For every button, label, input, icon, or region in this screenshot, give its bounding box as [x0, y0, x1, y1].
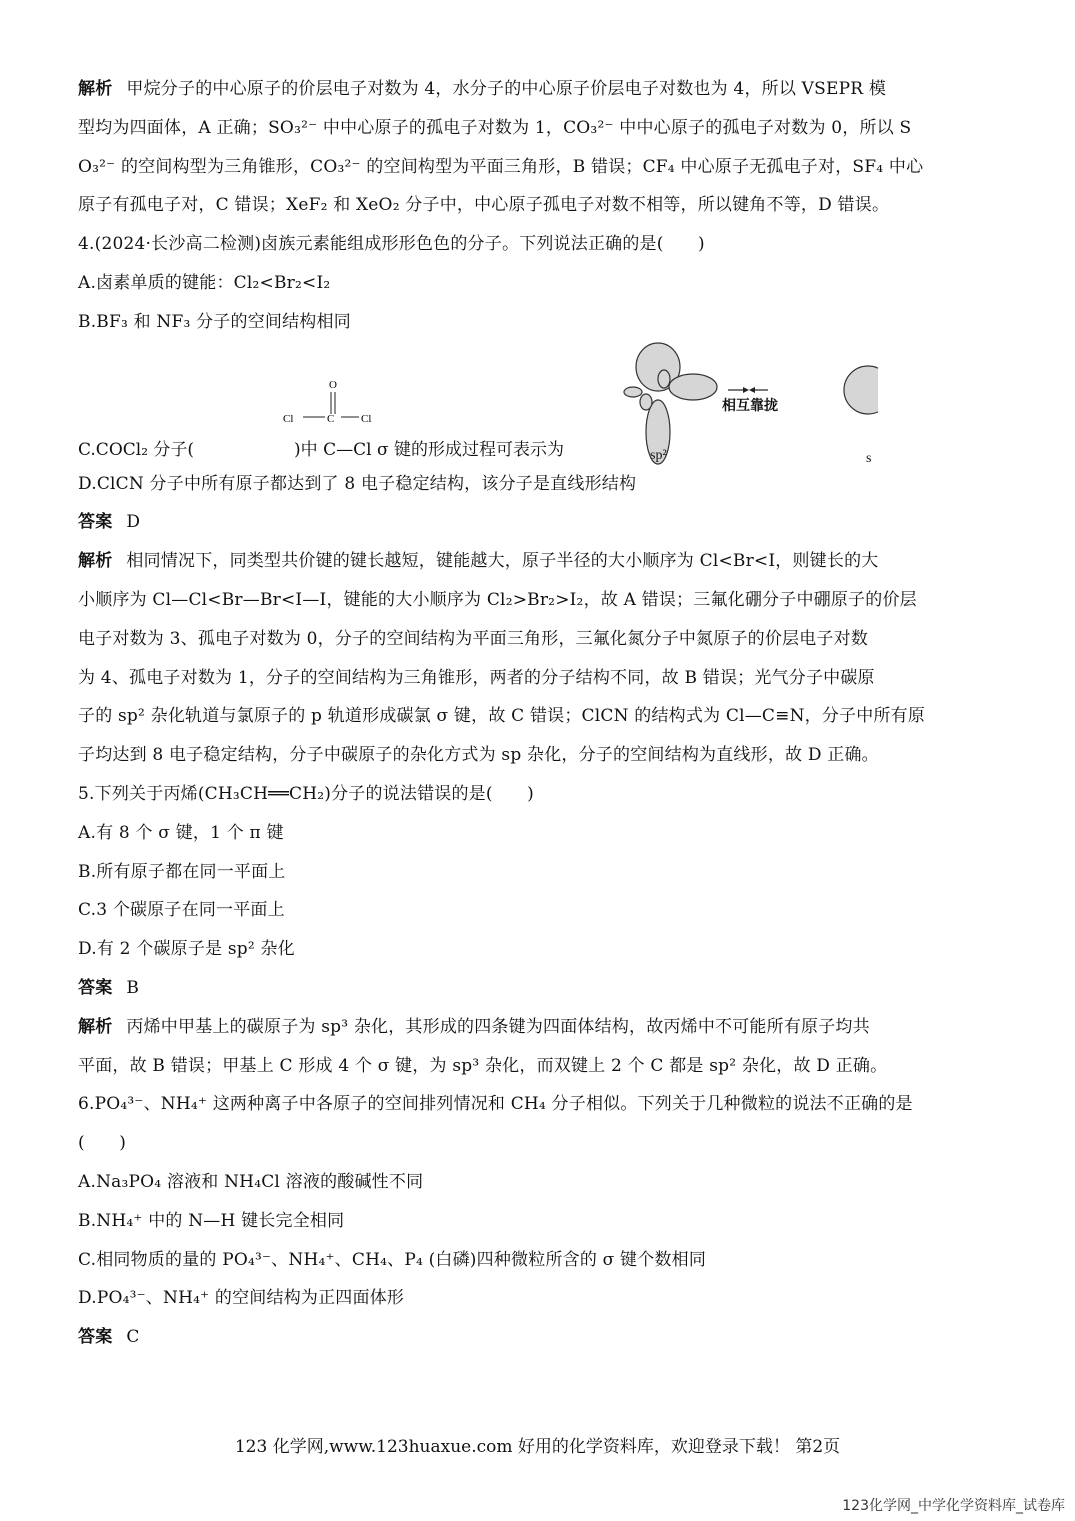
line-text: B.所有原子都在同一平面上 — [78, 861, 286, 882]
line-text: 子的 sp² 杂化轨道与氯原子的 p 轨道形成碳氯 σ 键，故 C 错误；ClCN 的结构式为 Cl—C≡N，分子中所有原 — [78, 706, 926, 727]
text-line — [78, 148, 998, 187]
line-text: C.相同物质的量的 PO₄³⁻、NH₄⁺、CH₄、P₄ (白磷)四种微粒所含的 σ 键个数相同 — [78, 1249, 707, 1270]
text-line — [78, 736, 998, 775]
orbital-caption: 相互靠拢 — [722, 397, 778, 414]
line-text: B.BF₃ 和 NF₃ 分子的空间结构相同 — [78, 311, 351, 332]
text-line — [78, 465, 998, 504]
mol-cl-left: Cl — [283, 412, 294, 425]
section-label: 解析 — [78, 79, 113, 99]
cocl2-structure-diagram — [283, 370, 383, 440]
line-text: A.Na₃PO₄ 溶液和 NH₄Cl 溶液的酸碱性不同 — [78, 1171, 424, 1192]
line-text: 4.(2024·长沙高二检测)卤族元素能组成形形色色的分子。下列说法正确的是( ) — [78, 234, 705, 255]
line-text: 子均达到 8 电子稳定结构，分子中碳原子的杂化方式为 sp 杂化，分子的空间结构为直线形，故 D 正确。 — [78, 745, 879, 766]
text-line — [78, 542, 998, 581]
page-footer: 123 化学网,www.123huaxue.com 好用的化学资料库，欢迎登录下载！ 第2页 — [234, 1437, 841, 1457]
text-block-1 — [78, 70, 998, 342]
text-line — [78, 1085, 998, 1124]
text-line — [78, 969, 998, 1008]
line-text: 6.PO₄³⁻、NH₄⁺ 这两种离子中各原子的空间排列情况和 CH₄ 分子相似。下列关于几种微粒的说法不正确的是 — [78, 1094, 913, 1115]
line-text: C — [126, 1327, 140, 1348]
line-text: 丙烯中甲基上的碳原子为 sp³ 杂化，其形成的四条键为四面体结构，故丙烯中不可能所有原子均共 — [126, 1016, 870, 1037]
text-line — [78, 814, 998, 853]
option-c-row — [78, 342, 998, 465]
line-text: 小顺序为 Cl—Cl<Br—Br<I—I，键能的大小顺序为 Cl₂>Br₂>I₂，故 A 错误；三氟化硼分子中硼原子的价层 — [78, 589, 917, 610]
watermark: 123化学网_中学化学资料库_试卷库 — [842, 1498, 1065, 1514]
text-line — [78, 1318, 998, 1357]
line-text: 电子对数为 3、孤电子对数为 0，分子的空间结构为平面三角形，三氟化氮分子中氮原子的价层电子对数 — [78, 628, 869, 649]
text-line — [78, 930, 998, 969]
s-orbital-icon — [844, 366, 878, 414]
text-line — [78, 697, 998, 736]
text-line — [78, 264, 998, 303]
mol-cl-right: Cl — [361, 412, 372, 425]
text-line — [78, 303, 998, 342]
text-line — [78, 503, 998, 542]
text-line — [78, 1047, 998, 1086]
line-text: 为 4、孤电子对数为 1，分子的空间结构为三角锥形，两者的分子结构不同，故 B 错误；光气分子中碳原 — [78, 667, 875, 688]
option-c-prefix: C.COCl₂ 分子( — [78, 439, 195, 460]
line-text: B.NH₄⁺ 中的 N—H 键长完全相同 — [78, 1210, 345, 1231]
text-line — [78, 1202, 998, 1241]
text-line — [78, 581, 998, 620]
text-line — [78, 620, 998, 659]
orbital-sp2-label: sp² — [650, 447, 667, 463]
line-text: 型均为四面体，A 正确；SO₃²⁻ 中中心原子的孤电子对数为 1，CO₃²⁻ 中中心原子的孤电子对数为 0，所以 S — [78, 117, 912, 138]
mol-o: O — [329, 378, 337, 391]
text-line — [78, 186, 998, 225]
document-page — [78, 70, 998, 1357]
text-line — [78, 109, 998, 148]
text-line — [78, 891, 998, 930]
orbital-overlap-diagram — [618, 342, 878, 465]
line-text: D.有 2 个碳原子是 sp² 杂化 — [78, 939, 295, 960]
text-line — [78, 659, 998, 698]
text-line — [78, 1008, 998, 1047]
line-text: 5.下列关于丙烯(CH₃CH══CH₂)分子的说法错误的是( ) — [78, 783, 534, 804]
text-line — [78, 1163, 998, 1202]
text-line — [78, 1279, 998, 1318]
option-c-suffix: )中 C—Cl σ 键的形成过程可表示为 — [294, 439, 564, 460]
text-block-2 — [78, 465, 998, 1357]
text-line — [78, 1124, 998, 1163]
line-text: 原子有孤电子对，C 错误；XeF₂ 和 XeO₂ 分子中，中心原子孤电子对数不相等，所以键角不等，D 错误。 — [78, 195, 890, 216]
text-line — [78, 775, 998, 814]
line-text: D — [126, 512, 141, 533]
line-text: ( ) — [78, 1133, 127, 1154]
section-label: 解析 — [78, 551, 113, 572]
sp2-orbital-icon — [624, 343, 717, 464]
line-text: A.有 8 个 σ 键，1 个 π 键 — [78, 822, 284, 843]
section-label: 答案 — [78, 512, 113, 533]
line-text: 平面，故 B 错误；甲基上 C 形成 4 个 σ 键，为 sp³ 杂化，而双键上 2 个 C 都是 sp² 杂化，故 D 正确。 — [78, 1055, 888, 1076]
line-text: 甲烷分子的中心原子的价层电子对数为 4，水分子的中心原子价层电子对数也为 4，所以 VSEPR 模 — [126, 79, 887, 99]
text-line — [78, 1241, 998, 1280]
section-label: 解析 — [78, 1016, 113, 1037]
line-text: 相同情况下，同类型共价键的键长越短，键能越大，原子半径的大小顺序为 Cl<Br<I，则键长的大 — [126, 551, 879, 572]
text-line — [78, 225, 998, 264]
line-text: C.3 个碳原子在同一平面上 — [78, 900, 285, 921]
text-line — [78, 853, 998, 892]
line-text: D.ClCN 分子中所有原子都达到了 8 电子稳定结构，该分子是直线形结构 — [78, 473, 637, 494]
section-label: 答案 — [78, 977, 113, 998]
text-line — [78, 70, 998, 109]
line-text: B — [126, 977, 140, 998]
mol-c: C — [327, 412, 335, 425]
line-text: O₃²⁻ 的空间构型为三角锥形，CO₃²⁻ 的空间构型为平面三角形，B 错误；CF₄ 中心原子无孤电子对，SF₄ 中心 — [78, 156, 924, 177]
line-text: A.卤素单质的键能：Cl₂<Br₂<I₂ — [78, 272, 331, 293]
section-label: 答案 — [78, 1327, 113, 1348]
line-text: D.PO₄³⁻、NH₄⁺ 的空间结构为正四面体形 — [78, 1288, 405, 1309]
orbital-s-label: s — [866, 450, 872, 465]
